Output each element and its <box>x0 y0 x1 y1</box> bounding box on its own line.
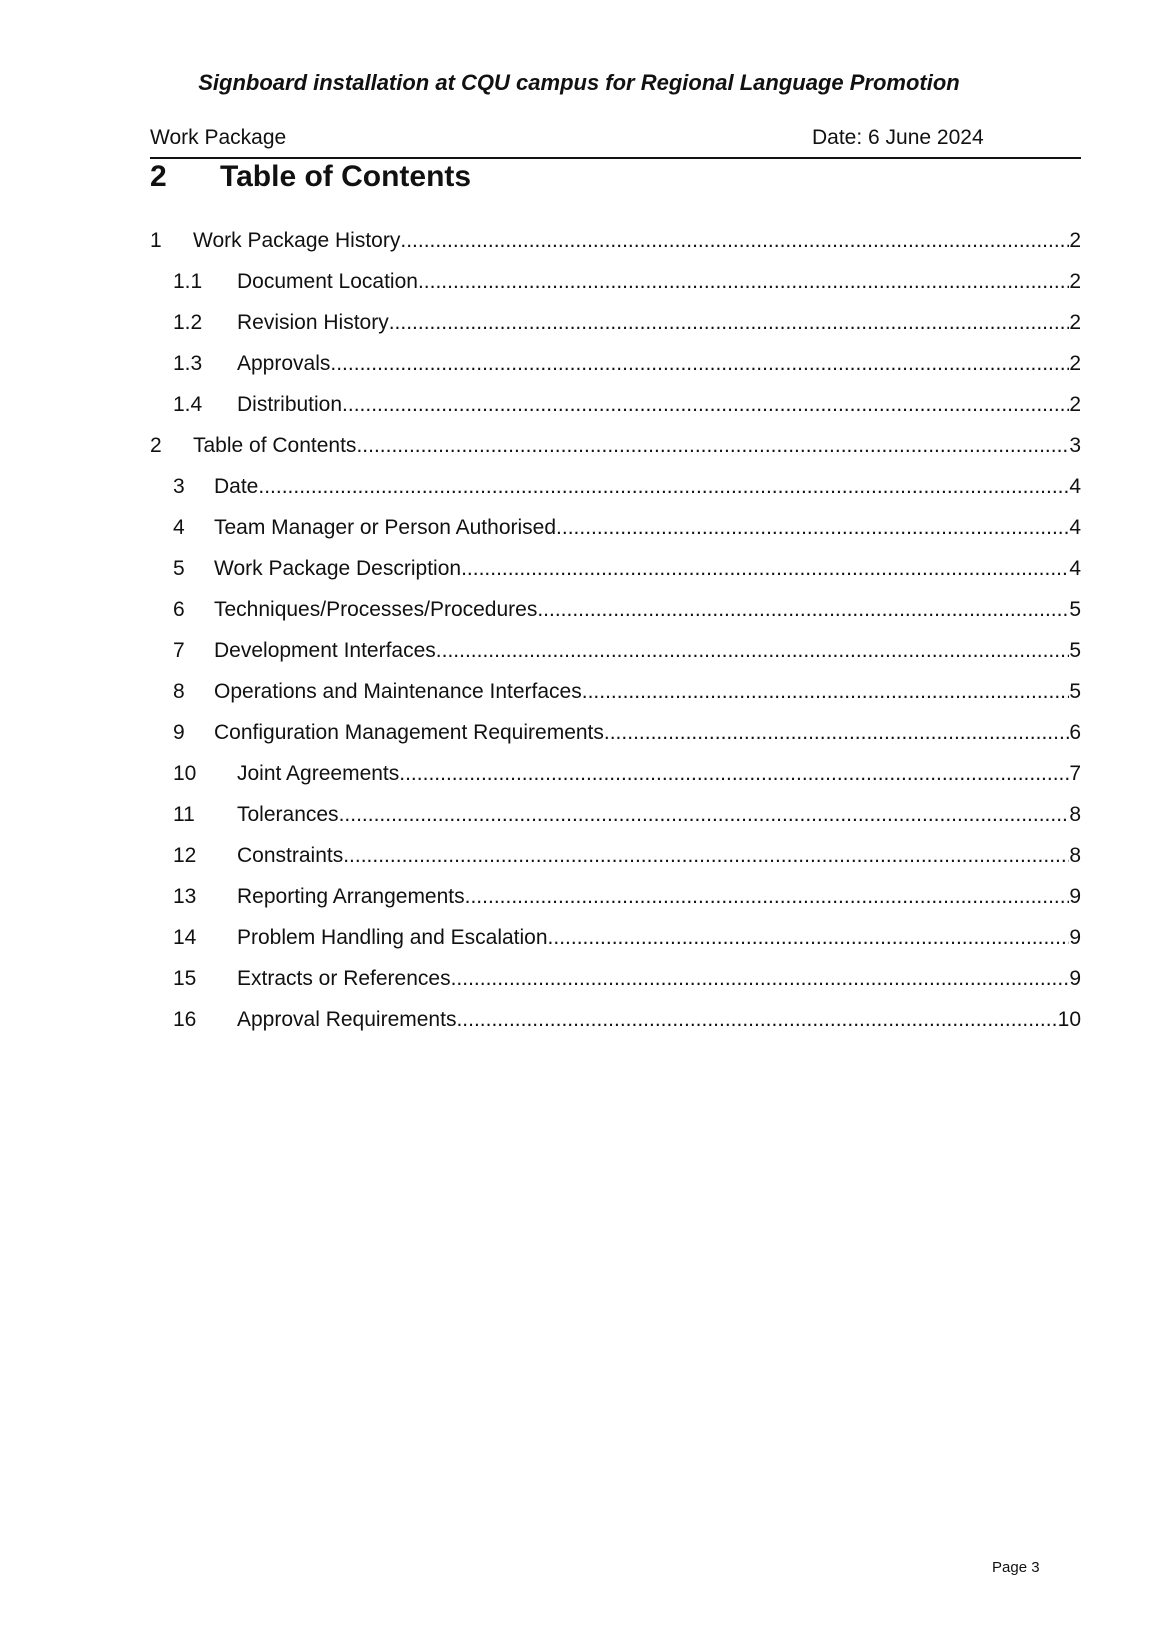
toc-entry[interactable] <box>150 598 1081 639</box>
toc-entry[interactable] <box>150 270 1081 311</box>
toc-entry[interactable] <box>150 721 1081 762</box>
toc-entry-title: Extracts or References <box>237 967 451 990</box>
toc-entry-page: 8 <box>1069 803 1081 826</box>
toc-entry-number: 16 <box>173 1008 197 1031</box>
toc-entry-number: 14 <box>173 926 197 949</box>
toc-entry-number: 7 <box>173 639 185 662</box>
page-number: Page 3 <box>992 1559 1040 1576</box>
toc-entry[interactable] <box>150 557 1081 598</box>
toc-entry-number: 1 <box>150 229 162 252</box>
project-title: Signboard installation at CQU campus for Regional Language Promotion <box>198 70 960 95</box>
section-number: 2 <box>150 160 167 193</box>
toc-entry-page: 7 <box>1069 762 1081 785</box>
toc-entry-number: 1.3 <box>173 352 203 375</box>
toc-entry-title: Document Location <box>237 270 418 293</box>
toc-entry-page: 4 <box>1069 557 1081 580</box>
toc-dot-leader <box>356 434 1069 458</box>
toc-dot-leader <box>330 352 1069 376</box>
section-title: Table of Contents <box>220 160 472 193</box>
toc-entry[interactable] <box>150 393 1081 434</box>
toc-dot-leader <box>339 803 1070 827</box>
toc-entry-title: Work Package Description <box>214 557 462 580</box>
toc-entry[interactable] <box>150 926 1081 967</box>
toc-entry[interactable] <box>150 516 1081 557</box>
toc-entry-page: 3 <box>1069 434 1081 457</box>
table-of-contents <box>150 229 1081 1049</box>
toc-entry-page: 2 <box>1069 229 1081 252</box>
toc-entry-title: Date <box>214 475 259 498</box>
toc-entry-title: Techniques/Processes/Procedures <box>214 598 538 621</box>
toc-entry-number: 5 <box>173 557 185 580</box>
toc-entry-page: 5 <box>1069 598 1081 621</box>
toc-dot-leader <box>537 598 1069 622</box>
toc-entry-number: 4 <box>173 516 185 539</box>
toc-entry-number: 9 <box>173 721 185 744</box>
toc-entry-title: Joint Agreements <box>237 762 400 785</box>
toc-entry-title: Constraints <box>237 844 344 867</box>
toc-dot-leader <box>418 270 1069 294</box>
toc-entry-page: 4 <box>1069 516 1081 539</box>
toc-dot-leader <box>461 557 1069 581</box>
toc-entry[interactable] <box>150 762 1081 803</box>
toc-entry-title: Development Interfaces <box>214 639 436 662</box>
toc-entry-number: 1.4 <box>173 393 203 416</box>
toc-entry-page: 2 <box>1069 393 1081 416</box>
section-heading <box>150 160 471 194</box>
toc-entry-number: 1.2 <box>173 311 203 334</box>
toc-entry-page: 4 <box>1069 475 1081 498</box>
toc-entry-number: 1.1 <box>173 270 203 293</box>
toc-entry[interactable] <box>150 229 1081 270</box>
toc-entry-title: Revision History <box>237 311 389 334</box>
toc-entry[interactable] <box>150 639 1081 680</box>
toc-entry[interactable] <box>150 844 1081 885</box>
toc-entry-number: 8 <box>173 680 185 703</box>
toc-entry-number: 11 <box>173 803 195 826</box>
toc-dot-leader <box>582 680 1070 704</box>
toc-entry[interactable] <box>150 680 1081 721</box>
toc-entry-number: 15 <box>173 967 197 990</box>
toc-entry-number: 3 <box>173 475 185 498</box>
toc-entry-number: 13 <box>173 885 197 908</box>
toc-entry[interactable] <box>150 434 1081 475</box>
toc-entry-page: 8 <box>1069 844 1081 867</box>
toc-dot-leader <box>451 967 1070 991</box>
toc-dot-leader <box>258 475 1069 499</box>
toc-dot-leader <box>400 229 1069 253</box>
toc-dot-leader <box>436 639 1070 663</box>
toc-entry[interactable] <box>150 967 1081 1008</box>
toc-entry[interactable] <box>150 803 1081 844</box>
page-header <box>150 124 1081 159</box>
toc-entry-number: 10 <box>173 762 197 785</box>
toc-entry-number: 2 <box>150 434 162 457</box>
toc-entry-title: Configuration Management Requirements <box>214 721 604 744</box>
header-document-type: Work Package <box>150 126 287 149</box>
toc-entry-page: 5 <box>1069 639 1081 662</box>
toc-entry-page: 5 <box>1069 680 1081 703</box>
toc-entry-number: 12 <box>173 844 197 867</box>
toc-entry-title: Work Package History <box>193 229 401 252</box>
toc-entry-title: Approval Requirements <box>237 1008 457 1031</box>
toc-entry-number: 6 <box>173 598 185 621</box>
toc-entry-title: Problem Handling and Escalation <box>237 926 548 949</box>
toc-dot-leader <box>342 393 1069 417</box>
toc-entry-title: Tolerances <box>237 803 339 826</box>
toc-entry-page: 6 <box>1069 721 1081 744</box>
toc-dot-leader <box>389 311 1070 335</box>
toc-entry-title: Table of Contents <box>193 434 357 457</box>
toc-dot-leader <box>604 721 1069 745</box>
toc-entry[interactable] <box>150 1008 1081 1049</box>
toc-entry-page: 2 <box>1069 352 1081 375</box>
toc-entry[interactable] <box>150 885 1081 926</box>
toc-dot-leader <box>456 1008 1057 1032</box>
toc-dot-leader <box>548 926 1070 950</box>
toc-entry[interactable] <box>150 352 1081 393</box>
toc-dot-leader <box>343 844 1069 868</box>
toc-entry-title: Team Manager or Person Authorised <box>214 516 557 539</box>
toc-entry-page: 9 <box>1069 967 1081 990</box>
toc-entry-page: 9 <box>1069 885 1081 908</box>
toc-entry-page: 9 <box>1069 926 1081 949</box>
toc-entry[interactable] <box>150 311 1081 352</box>
toc-entry-title: Distribution <box>237 393 343 416</box>
toc-entry-title: Approvals <box>237 352 331 375</box>
toc-entry[interactable] <box>150 475 1081 516</box>
toc-entry-title: Operations and Maintenance Interfaces <box>214 680 582 703</box>
toc-dot-leader <box>399 762 1069 786</box>
toc-entry-page: 10 <box>1057 1008 1081 1031</box>
toc-dot-leader <box>465 885 1070 909</box>
toc-entry-page: 2 <box>1069 311 1081 334</box>
toc-entry-title: Reporting Arrangements <box>237 885 465 908</box>
toc-dot-leader <box>556 516 1069 540</box>
header-date: Date: 6 June 2024 <box>812 126 984 149</box>
toc-entry-page: 2 <box>1069 270 1081 293</box>
